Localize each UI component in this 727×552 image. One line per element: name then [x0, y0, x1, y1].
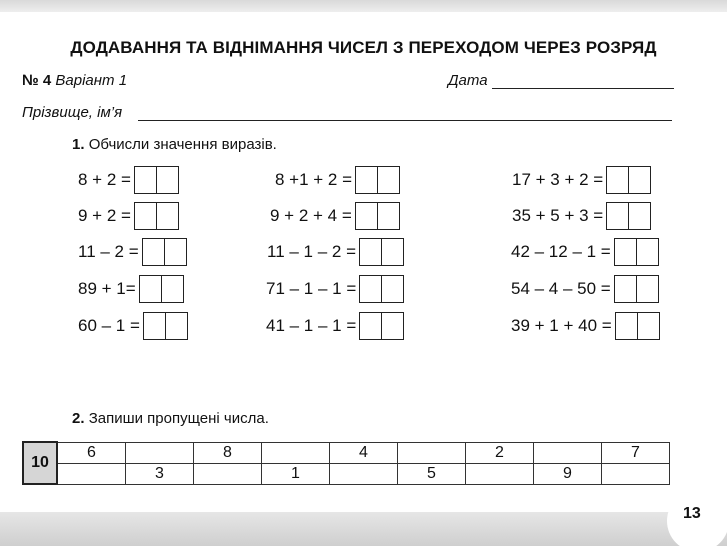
variant-label: Варіант 1 [55, 72, 128, 89]
expression [266, 275, 404, 303]
expression [266, 312, 404, 340]
task1-number: 1. [72, 136, 85, 153]
expression [78, 275, 184, 303]
table-cell[interactable]: 2 [466, 442, 534, 463]
page-title: ДОДАВАННЯ ТА ВІДНІМАННЯ ЧИСЕЛ З ПЕРЕХОДОМ ЧЕРЕЗ РОЗРЯД [70, 38, 657, 57]
start-number-cell: 10 [23, 442, 57, 484]
task1-heading [72, 136, 277, 153]
task2-text: Запиши пропущені числа. [88, 410, 269, 427]
expression [270, 202, 400, 230]
answer-box[interactable] [614, 238, 659, 266]
expression [512, 202, 651, 230]
table-cell[interactable]: 1 [262, 463, 330, 484]
answer-box[interactable] [359, 275, 404, 303]
expression [512, 166, 651, 194]
top-band [0, 0, 727, 12]
page-number: 13 [683, 505, 701, 522]
table-cell[interactable] [194, 463, 262, 484]
expression [78, 202, 179, 230]
expression-text: 11 – 1 – 2 = [267, 242, 357, 261]
answer-box[interactable] [143, 312, 188, 340]
table-cell[interactable]: 8 [194, 442, 262, 463]
table-cell[interactable] [57, 463, 126, 484]
table-cell[interactable]: 7 [602, 442, 670, 463]
table-cell[interactable]: 9 [534, 463, 602, 484]
table-row [23, 442, 670, 463]
answer-box[interactable] [139, 275, 184, 303]
expression-text: 35 + 5 + 3 = [512, 206, 604, 225]
bottom-band [0, 512, 727, 546]
expression [511, 312, 660, 340]
expression [275, 166, 400, 194]
expression-text: 42 – 12 – 1 = [511, 242, 611, 261]
table-cell[interactable] [330, 463, 398, 484]
date-line[interactable] [492, 88, 674, 89]
expression-text: 41 – 1 – 1 = [266, 316, 357, 335]
expression [78, 166, 179, 194]
table-cell[interactable]: 4 [330, 442, 398, 463]
expression-text: 54 – 4 – 50 = [511, 279, 611, 298]
answer-box[interactable] [606, 166, 651, 194]
table-cell[interactable] [398, 442, 466, 463]
expression-text: 8 + 2 = [78, 170, 131, 189]
expression [267, 238, 404, 266]
answer-box[interactable] [134, 202, 179, 230]
answer-box[interactable] [134, 166, 179, 194]
name-label: Прізвище, ім’я [22, 104, 123, 121]
expression [511, 275, 659, 303]
table-cell[interactable]: 6 [57, 442, 126, 463]
answer-box[interactable] [614, 275, 659, 303]
table-row [23, 463, 670, 484]
answer-box[interactable] [615, 312, 660, 340]
expression [78, 312, 188, 340]
expression-text: 17 + 3 + 2 = [512, 170, 604, 189]
table-cell[interactable]: 5 [398, 463, 466, 484]
expression-text: 89 + 1= [78, 279, 136, 298]
answer-box[interactable] [142, 238, 187, 266]
date-label: Дата [448, 72, 488, 89]
table-cell[interactable] [534, 442, 602, 463]
expression [78, 238, 187, 266]
expression-text: 11 – 2 = [78, 242, 139, 261]
task2-heading [72, 410, 269, 427]
table-cell[interactable]: 3 [126, 463, 194, 484]
expression-text: 60 – 1 = [78, 316, 140, 335]
answer-box[interactable] [359, 238, 404, 266]
expression-text: 8 +1 + 2 = [275, 170, 353, 189]
answer-box[interactable] [355, 166, 400, 194]
answer-box[interactable] [359, 312, 404, 340]
assignment-number: № 4 [22, 72, 52, 89]
table-cell[interactable] [602, 463, 670, 484]
table-cell[interactable] [466, 463, 534, 484]
task1-text: Обчисли значення виразів. [88, 136, 277, 153]
expression [511, 238, 659, 266]
expression-text: 39 + 1 + 40 = [511, 316, 612, 335]
task2-number: 2. [72, 410, 85, 427]
expression-text: 9 + 2 + 4 = [270, 206, 352, 225]
answer-box[interactable] [606, 202, 651, 230]
answer-box[interactable] [355, 202, 400, 230]
number-sequence-table [22, 441, 670, 485]
table-cell[interactable] [262, 442, 330, 463]
expression-text: 9 + 2 = [78, 206, 131, 225]
table-cell[interactable] [126, 442, 194, 463]
assignment-label [22, 72, 127, 89]
name-line[interactable] [138, 120, 672, 121]
expression-text: 71 – 1 – 1 = [266, 279, 357, 298]
